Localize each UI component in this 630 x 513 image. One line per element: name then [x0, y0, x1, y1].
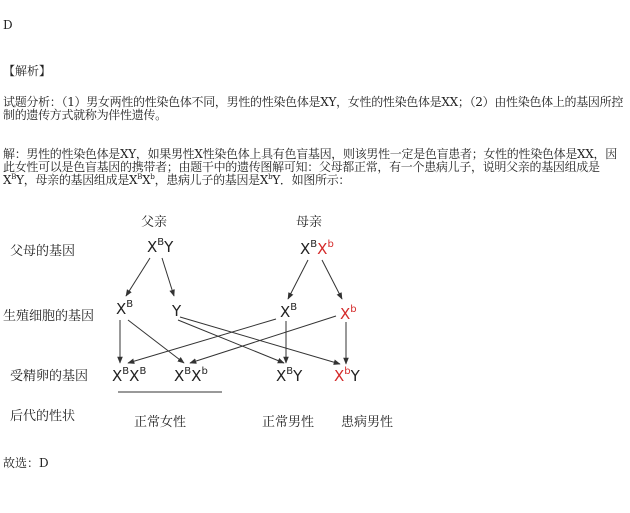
mother-genotype: $X^BX^b$ — [300, 239, 334, 258]
gamete-mother-xb-recessive: $X^b$ — [340, 304, 357, 323]
zygote-xbxb-normal: $X^BX^B$ — [112, 366, 147, 385]
gamete-mother-xb: $X^B$ — [280, 302, 298, 321]
answer-letter: D — [3, 18, 13, 32]
conclusion: 故选：D — [3, 456, 49, 470]
analysis-paragraph-2: 解：男性的性染色体是XY，如果男性X性染色体上具有色盲基因，则该男性一定是色盲患者；女性的性染色体是XX，因此女性可以是色盲基因的携带者；由题干中的遗传图解可知：父母都正常，有一个患病儿子，说明父亲的基因组成是$X^BY$，母亲的基因组成是$X^BX^b$，患病儿子的基因是$X^bY$．如图所示： — [3, 147, 617, 187]
row-label-parents: 父母的基因 — [10, 244, 76, 259]
arrow-fxb-to-z2 — [128, 320, 184, 363]
father-label: 父亲 — [141, 215, 168, 230]
zygote-xbxb-carrier: $X^BX^b$ — [174, 366, 208, 385]
phenotype-normal-female: 正常女性 — [134, 415, 187, 430]
row-label-gametes: 生殖细胞的基因 — [3, 309, 95, 324]
analysis-heading: 【解析】 — [3, 64, 52, 78]
arrow-father-to-xb — [126, 258, 150, 296]
zygote-xby-normal: $X^BY$ — [276, 366, 303, 385]
arrow-mother-to-xb-recessive — [322, 260, 342, 299]
zygote-xby-affected: $X^bY$ — [334, 366, 360, 385]
arrow-mxb-to-z1 — [128, 319, 276, 363]
row-label-phenotypes: 后代的性状 — [10, 409, 76, 424]
gamete-father-xb: $X^B$ — [116, 299, 134, 318]
row-label-zygotes: 受精卵的基因 — [10, 369, 89, 384]
father-genotype: $X^BY$ — [147, 237, 174, 256]
analysis-paragraph-1: 试题分析：（1）男女两性的性染色体不同，男性的性染色体是XY，女性的性染色体是XX；（2）由性染色体上的基因所控制的遗传方式就称为伴性遗传。 — [3, 95, 624, 122]
mother-label: 母亲 — [296, 215, 323, 230]
phenotype-normal-male: 正常男性 — [262, 415, 315, 430]
phenotype-affected-male: 患病男性 — [341, 415, 394, 430]
gamete-father-y: Y — [172, 302, 182, 320]
arrow-mother-to-xb — [288, 260, 308, 299]
arrow-fy-to-z3 — [178, 320, 284, 363]
inheritance-diagram — [0, 200, 630, 440]
arrow-father-to-y — [162, 258, 174, 296]
